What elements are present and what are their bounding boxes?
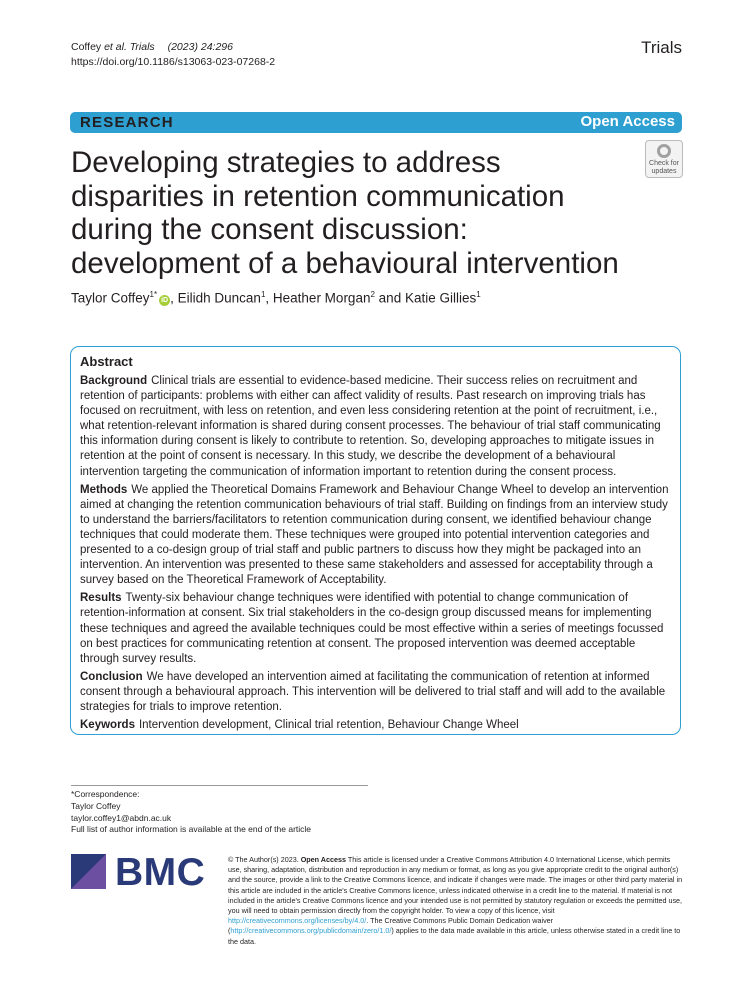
abstract-background bbox=[80, 374, 670, 480]
author-name[interactable]: Taylor Coffey bbox=[71, 290, 150, 306]
section-text: Twenty-six behaviour change techniques were identified with potential to change communication of retention-information at consent. Six trial stakeholders in the co-design group discussed means for implementing these techniques and agreed the available techniques could be most effective within a series of meetings focussed on best practices for communicating retention at consent. The proposed intervention was deemed acceptable through survey results. bbox=[80, 592, 664, 665]
correspondence-email[interactable]: taylor.coffey1@abdn.ac.uk bbox=[71, 812, 172, 823]
author-affiliation: 2 bbox=[370, 290, 375, 299]
author-separator: , bbox=[265, 290, 273, 306]
author-separator: and bbox=[374, 290, 405, 306]
license-text-2: . The Creative Commons Public Domain Dedication waiver ( bbox=[228, 916, 554, 936]
header-volume: (2023) 24:296 bbox=[167, 41, 233, 53]
section-label: Background bbox=[80, 375, 148, 387]
check-for-updates-badge[interactable] bbox=[645, 140, 683, 178]
journal-name: Trials bbox=[641, 38, 682, 57]
author-name[interactable]: Heather Morgan bbox=[272, 290, 371, 306]
article-type-banner bbox=[70, 112, 682, 133]
correspondence-footnote bbox=[71, 789, 311, 836]
license-text-3: ) applies to the data made available in this article, unless otherwise stated in a credit line to the data. bbox=[228, 926, 681, 946]
correspondence-label: *Correspondence: bbox=[71, 789, 140, 799]
section-label: Results bbox=[80, 592, 122, 605]
open-access-label: Open Access bbox=[580, 113, 675, 130]
author-name[interactable]: Katie Gillies bbox=[404, 290, 477, 306]
footnote-divider bbox=[71, 785, 368, 786]
section-text: Intervention development, Clinical trial retention, Behaviour Change Wheel bbox=[138, 719, 519, 732]
abstract-results bbox=[80, 591, 670, 666]
doi-link[interactable]: https://doi.org/10.1186/s13063-023-07268-2 bbox=[71, 56, 276, 68]
license-text: This article is licensed under a Creative Commons Attribution 4.0 International License, which permits use, sharing, adaptation, distribution and reproduction in any medium or format, as long as you give appropriate credit to the original author(s) and the source, provide a link to the Creative Commons licence, and indicate if changes were made. The images or other third party material in this article are included in the article's Creative Commons licence, unless indicated otherwise in a credit line to the material. If material is not included in the article's Creative Commons licence and your intended use is not permitted by statutory regulation or exceeds the permitted use, you will need to obtain permission directly from the copyright holder. To view a copy of this licence, visit bbox=[228, 855, 683, 916]
citation-line bbox=[71, 40, 275, 55]
abstract-conclusion bbox=[80, 670, 670, 715]
author-affiliation: 1 bbox=[476, 290, 481, 299]
running-header bbox=[71, 40, 275, 70]
correspondence-name: Taylor Coffey bbox=[71, 800, 121, 811]
header-author: Coffey bbox=[71, 41, 102, 53]
bmc-logo-text: BMC bbox=[115, 851, 206, 894]
section-text: We have developed an intervention aimed at facilitating the communication of retention at informed consent through a behavioural approach. This intervention will be delivered to trial staff and will add to the available strategies for trials to improve retention. bbox=[80, 670, 666, 713]
license-copyright: © The Author(s) 2023. bbox=[228, 855, 301, 864]
author-affiliation: 1 bbox=[260, 290, 266, 299]
check-updates-label: Check for updates bbox=[649, 160, 679, 175]
license-link[interactable]: http://creativecommons.org/licenses/by/4.0/ bbox=[228, 916, 367, 926]
author-list bbox=[71, 290, 481, 306]
header-journal: et al. Trials bbox=[104, 41, 155, 53]
section-label: Keywords bbox=[80, 719, 135, 732]
section-text: Clinical trials are essential to evidence-based medicine. Their success relies on recruitment and retention of participants: problems with either can affect validity of results. Past research on improving trials has focused on recruitment, with less on retention, and even less considering retention at the point of recruitment, i.e., what retention-relevant information is shared during consent processes. The behaviour of trial staff communicating this information during consent is likely to contribute to retention. So, developing approaches to mitigate issues in retention at the point of consent is necessary. In this study, we describe the development of a behavioural intervention targeting the communication of information important to retention during the consent process. bbox=[80, 375, 661, 478]
license-statement bbox=[228, 855, 683, 947]
author-separator: , bbox=[170, 290, 178, 306]
bmc-logo bbox=[71, 851, 219, 894]
article-title: Developing strategies to address disparities in retention communication during the consent discussion: development of a behavioural intervention bbox=[71, 146, 619, 280]
author-info-note: Full list of author information is available at the end of the article bbox=[71, 824, 312, 835]
abstract-keywords bbox=[80, 718, 670, 733]
check-updates-icon bbox=[657, 144, 671, 158]
abstract-heading: Abstract bbox=[80, 354, 133, 369]
section-label: Conclusion bbox=[80, 670, 143, 683]
section-text: We applied the Theoretical Domains Framework and Behaviour Change Wheel to develop an intervention aimed at changing the retention communication behaviours of trial staff. Building on findings from an interview study to understand the barriers/facilitators to retention communication during consent, we identified behaviour change techniques that could moderate them. These techniques were grouped into potential intervention categories and presented to a co-design group of trial staff and public partners to discuss how they might be packaged into an intervention. An intervention was presented to these same stakeholders and assessed for acceptability through a survey based on the Theoretical Framework of Acceptability. bbox=[80, 483, 669, 587]
author-affiliation: 1* bbox=[149, 290, 158, 299]
author-name[interactable]: Eilidh Duncan bbox=[177, 290, 261, 306]
abstract-box bbox=[70, 346, 681, 735]
license-open-access: Open Access bbox=[300, 855, 346, 864]
bmc-logo-icon bbox=[71, 854, 106, 889]
section-label: Methods bbox=[80, 483, 128, 496]
waiver-link[interactable]: http://creativecommons.org/publicdomain/zero/1.0/ bbox=[230, 926, 392, 936]
abstract-methods bbox=[80, 483, 670, 589]
article-type-label: RESEARCH bbox=[80, 114, 174, 131]
orcid-icon[interactable]: iD bbox=[161, 296, 169, 304]
